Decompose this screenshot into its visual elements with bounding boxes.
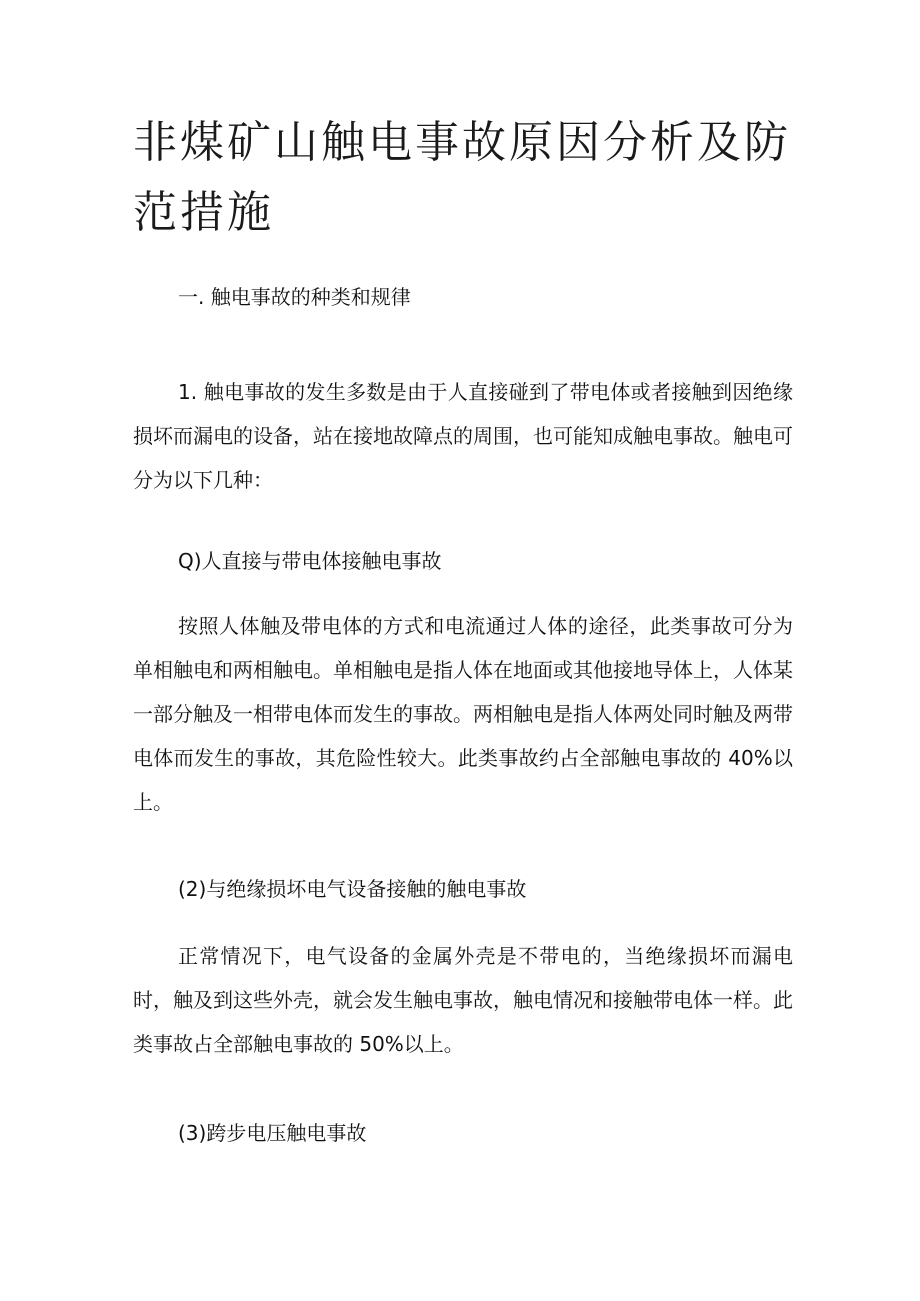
subheading-3: (3)跨步电压触电事故 bbox=[178, 1121, 367, 1145]
paragraph-2: 按照人体触及带电体的方式和电流通过人体的途径，此类事故可分为单相触电和两相触电。单相触电是指人体在地面或其他接地导体上，人体某一部分触及一相带电体而发生的事故。两相触电是指人体两处同时触及两带电体而发生的事故，其危险性较大。此类事故约占全部触电事故的 40%以上。 bbox=[133, 614, 793, 814]
paragraph-1: 1. 触电事故的发生多数是由于人直接碰到了带电体或者接触到因绝缘损坏而漏电的设备，站在接地故障点的周围，也可能知成触电事故。触电可分为以下几种： bbox=[133, 380, 793, 492]
document-title: 非煤矿山触电事故原因分析及防范措施 bbox=[133, 117, 791, 238]
section-heading-1: 一. 触电事故的种类和规律 bbox=[178, 285, 411, 309]
subheading-2: (2)与绝缘损坏电气设备接触的触电事故 bbox=[178, 877, 527, 901]
subheading-1: Q)人直接与带电体接触电事故 bbox=[178, 549, 442, 573]
paragraph-3: 正常情况下，电气设备的金属外壳是不带电的，当绝缘损坏而漏电时，触及到这些外壳，就会发生触电事故，触电情况和接触带电体一样。此类事故占全部触电事故的 50%以上。 bbox=[133, 944, 793, 1056]
